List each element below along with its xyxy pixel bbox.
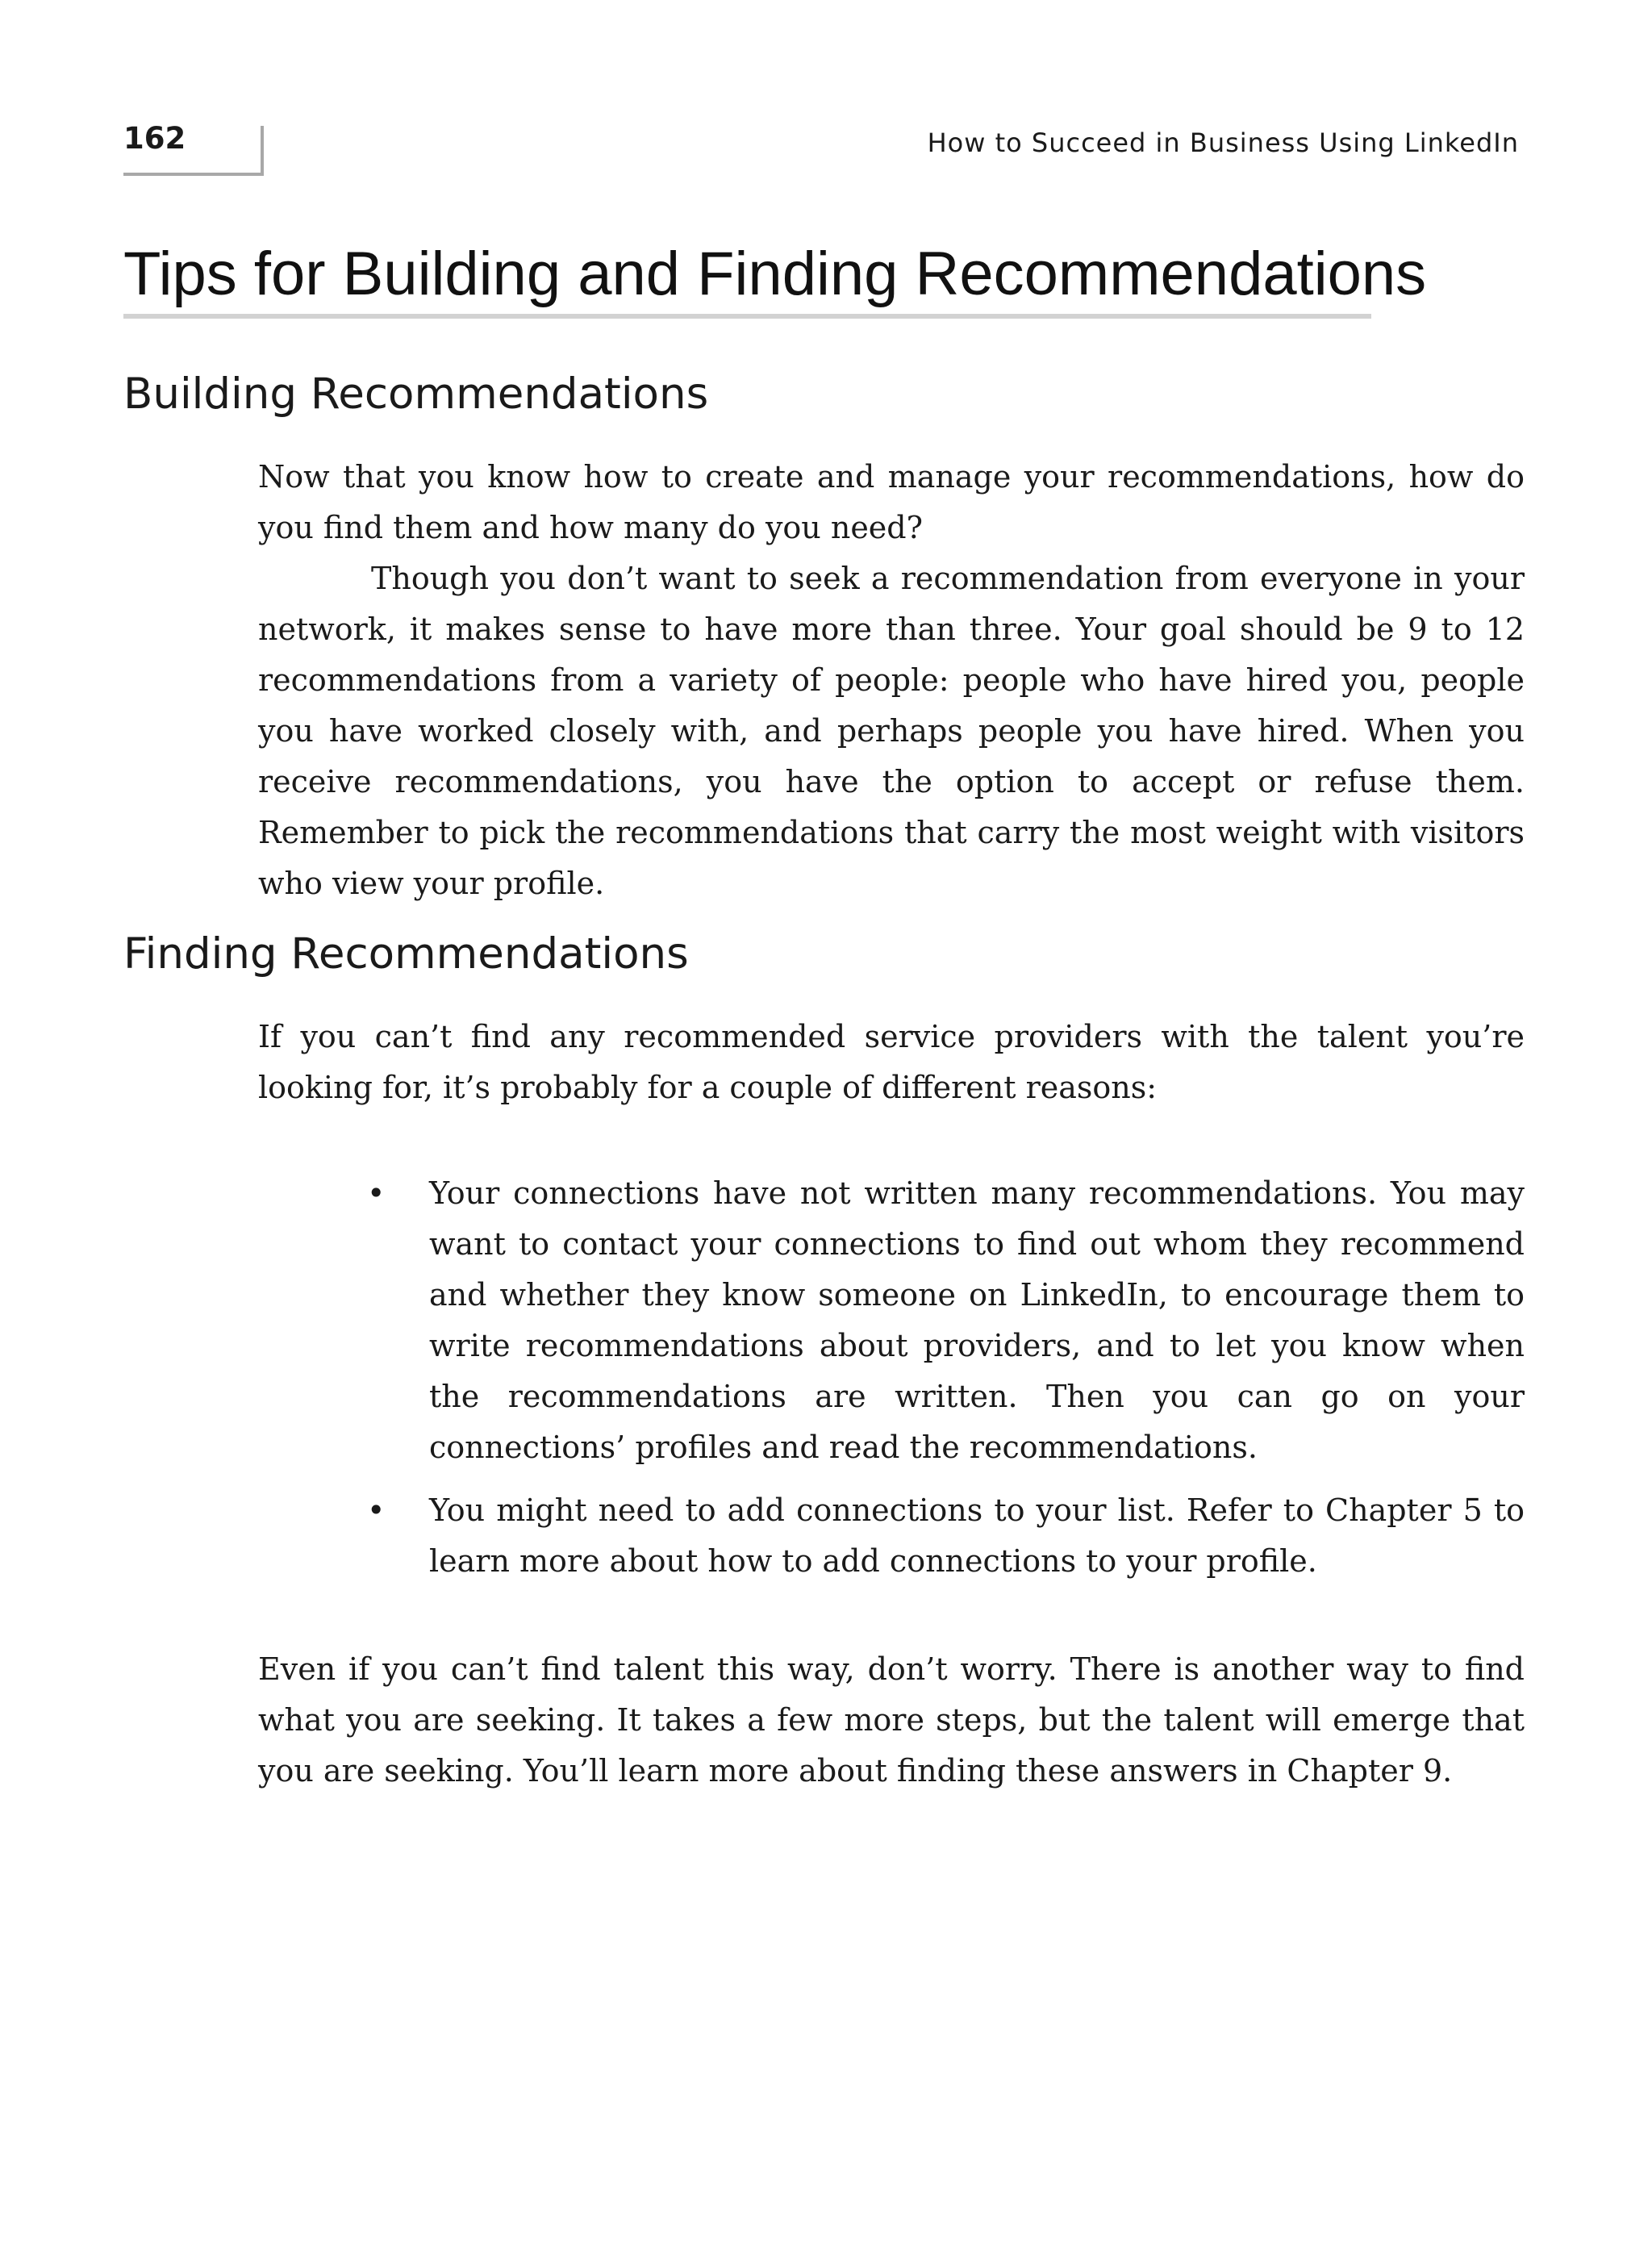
list-item-text: Your connections have not written many recommendations. You may want to contact your connections to find out whom they recommend and whether they know someone on LinkedIn, to encourage them to write recommendations about providers, and to let you know when the recommendations are written. Then you can go on your connections’ profiles and read the recommendations. [429,1175,1525,1465]
list-item-text: You might need to add connections to your list. Refer to Chapter 5 to learn more about how to add connections to your profile. [429,1492,1525,1579]
chapter-title-underline [123,314,1371,319]
page-header [123,119,1519,177]
paragraph-building-intro: Now that you know how to create and manage your recommendations, how do you find them and how many do you need? [258,459,1525,545]
page-number-rule [123,173,264,176]
section-heading-building: Building Recommendations [123,369,709,419]
list-item [258,1168,1525,1473]
page-number-rule-side [261,126,264,176]
running-title: How to Succeed in Business Using LinkedIn [927,127,1519,158]
page-number: 162 [123,121,186,156]
bullet-icon: • [367,1492,386,1528]
paragraph-finding-intro: If you can’t find any recommended service providers with the talent you’re looking for, it’s probably for a couple of different reasons: [258,1019,1525,1105]
list-item [258,1485,1525,1587]
bullet-icon: • [367,1175,386,1211]
reasons-list [258,1168,1525,1599]
paragraph-finding-closing: Even if you can’t find talent this way, don’t worry. There is another way to find what you are seeking. It takes a few more steps, but the talent will emerge that you are seeking. You’ll learn more about finding these answers in Chapter 9. [258,1651,1525,1789]
chapter-title: Tips for Building and Finding Recommendations [123,240,1427,308]
section-heading-finding: Finding Recommendations [123,929,689,979]
paragraph-building-goal: Though you don’t want to seek a recommendation from everyone in your network, it makes sense to have more than three. Your goal should be 9 to 12 recommendations from a variety of people: people who have hired you, people you have worked closely with, and perhaps people you have hired. When you receive recommendations, you have the option to accept or refuse them. Remember to pick the recommendations that carry the most weight with visitors who view your profile. [258,561,1525,901]
